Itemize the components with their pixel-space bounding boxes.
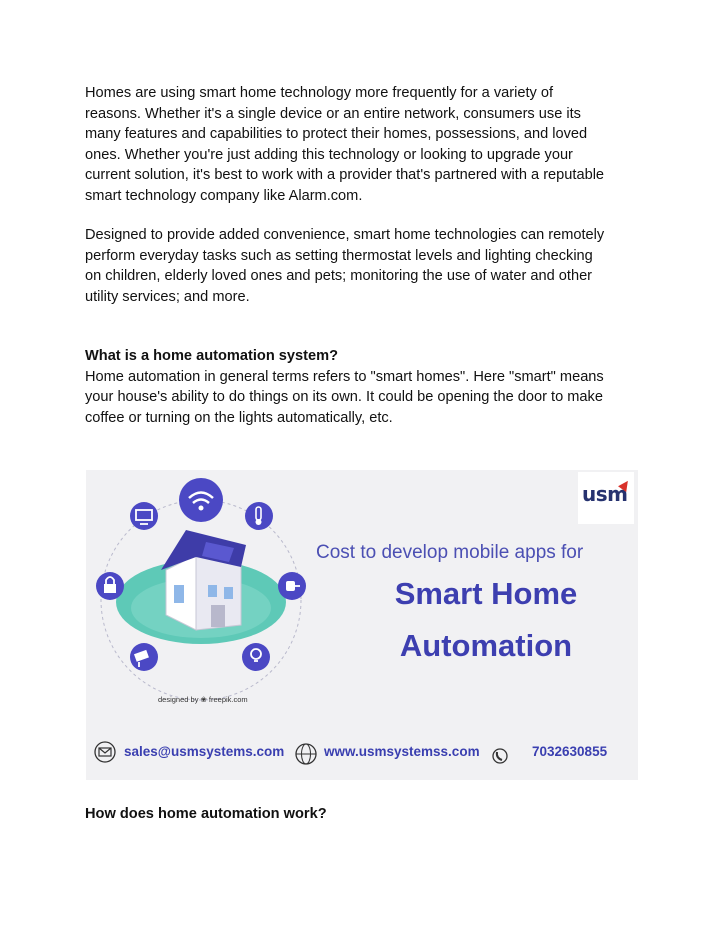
lock-icon — [96, 572, 124, 600]
text-line: many features and capabilities to protect their homes, possessions, and loved — [85, 126, 588, 142]
text-line: perform everyday tasks such as setting thermostat levels and lighting checking — [85, 247, 593, 264]
house-door — [211, 605, 225, 627]
section-heading: What is a home automation system? — [85, 348, 339, 364]
text-line: Homes are using smart home technology more frequently for a variety of — [85, 85, 554, 101]
banner-subtitle: Cost to develop mobile apps for — [316, 542, 584, 563]
monitor-icon — [130, 502, 158, 530]
text-line: Home automation in general terms refers to "smart homes". Here "smart" means — [85, 368, 604, 385]
text-line: ones. Whether you're just adding this technology or looking to upgrade your — [85, 146, 573, 163]
globe-icon — [296, 744, 316, 764]
definition-section — [85, 346, 645, 428]
banner-title-line1: Smart Home — [394, 576, 578, 611]
bulb-icon — [242, 643, 270, 671]
promo-banner-image — [86, 470, 638, 780]
text-line: on children, elderly loved ones and pets; monitoring the use of water and other — [85, 268, 593, 284]
text-line: your house's ability to do things on its own. It could be opening the door to make — [85, 389, 603, 405]
wifi-icon — [179, 478, 223, 522]
mail-icon — [95, 742, 115, 762]
house-window — [224, 587, 233, 599]
banner-title-line2: Automation — [399, 628, 573, 663]
text-line: current solution, it's best to work with a provider that's partnered with a reputable — [85, 167, 605, 183]
plug-icon — [278, 572, 306, 600]
usm-logo — [578, 472, 634, 524]
text-line: coffee or turning on the lights automatically, etc. — [85, 409, 393, 426]
camera-icon — [130, 643, 158, 671]
thermometer-icon — [245, 502, 273, 530]
house-window — [208, 585, 217, 597]
image-credit: designed by ❀ freepik.com — [158, 695, 248, 704]
phone-icon — [493, 749, 507, 763]
convenience-paragraph — [85, 225, 645, 307]
intro-paragraph — [85, 83, 645, 206]
section-heading: How does home automation work? — [85, 806, 327, 822]
contact-website: www.usmsystemss.com — [324, 744, 480, 759]
logo-text: usm — [582, 482, 628, 506]
text-line: utility services; and more. — [85, 288, 250, 305]
text-line: Designed to provide added convenience, smart home technologies can remotely — [85, 227, 605, 243]
contact-email: sales@usmsystems.com — [124, 744, 285, 759]
text-line: smart technology company like Alarm.com. — [85, 187, 363, 204]
smart-home-illustration — [86, 470, 638, 780]
contact-phone: 7032630855 — [532, 744, 608, 759]
house-window — [174, 585, 184, 603]
text-line: reasons. Whether it's a single device or an entire network, consumers use its — [85, 105, 581, 122]
